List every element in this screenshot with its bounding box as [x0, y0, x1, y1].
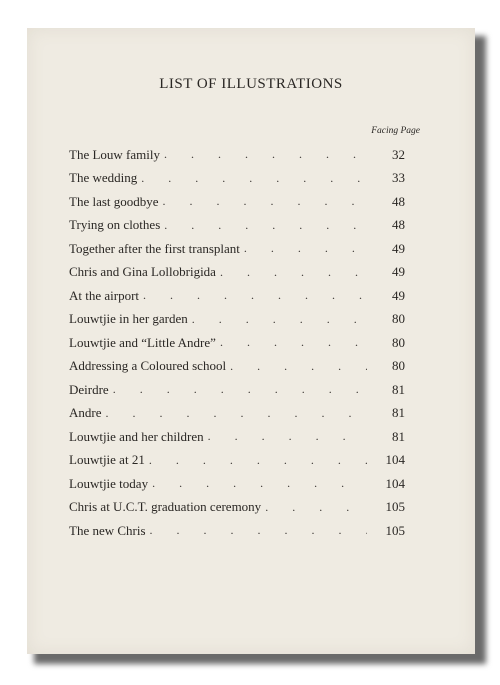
list-item [69, 143, 405, 167]
dot-leader [192, 312, 367, 327]
page-number: 49 [392, 264, 405, 280]
list-item [69, 308, 405, 332]
illustration-title: Addressing a Coloured school [69, 358, 227, 374]
dot-leader [106, 406, 368, 421]
illustration-title: Trying on clothes [69, 217, 161, 233]
page-number: 49 [392, 287, 405, 303]
dot-leader [164, 147, 367, 162]
page-number: 80 [392, 311, 405, 327]
dot-leader [164, 218, 367, 233]
dot-leader [143, 288, 367, 303]
page-number: 80 [392, 358, 405, 374]
illustration-title: Deirdre [69, 381, 109, 397]
illustration-title: Together after the first transplant [69, 240, 240, 256]
list-item [69, 519, 405, 543]
list-item [69, 496, 405, 520]
illustration-title: The last goodbye [69, 193, 159, 209]
list-item [69, 261, 405, 285]
list-item [69, 449, 405, 473]
book-page [27, 28, 475, 654]
page-number: 81 [392, 405, 405, 421]
list-item [69, 472, 405, 496]
dot-leader [220, 335, 367, 350]
list-item [69, 167, 405, 191]
list-item [69, 190, 405, 214]
page-number: 105 [385, 522, 405, 538]
illustration-title: Louwtjie at 21 [69, 452, 145, 468]
dot-leader [149, 453, 367, 468]
page-number: 48 [392, 217, 405, 233]
list-item [69, 284, 405, 308]
facing-page-header: Facing Page [371, 126, 420, 136]
illustration-title: Louwtjie in her garden [69, 311, 188, 327]
dot-leader [141, 171, 367, 186]
page-number: 33 [392, 170, 405, 186]
illustration-title: The wedding [69, 170, 138, 186]
page-title: LIST OF ILLUSTRATIONS [159, 76, 343, 92]
page-number: 104 [385, 475, 405, 491]
list-item [69, 355, 405, 379]
illustration-title: The new Chris [69, 522, 146, 538]
illustration-title: Louwtjie today [69, 475, 149, 491]
dot-leader [208, 429, 367, 444]
illustration-title: Chris at U.C.T. graduation ceremony [69, 499, 262, 515]
dot-leader [152, 476, 367, 491]
page-number: 104 [385, 452, 405, 468]
page-number: 48 [392, 193, 405, 209]
dot-leader [220, 265, 367, 280]
illustrations-list [69, 143, 405, 543]
page-number: 105 [385, 499, 405, 515]
list-item [69, 237, 405, 261]
illustration-title: Chris and Gina Lollobrigida [69, 264, 216, 280]
dot-leader [265, 500, 367, 515]
page-number: 32 [392, 146, 405, 162]
page-number: 81 [392, 428, 405, 444]
list-item [69, 378, 405, 402]
dot-leader [150, 523, 367, 538]
page-number: 80 [392, 334, 405, 350]
illustration-title: Louwtjie and her children [69, 428, 204, 444]
list-item [69, 214, 405, 238]
list-item [69, 331, 405, 355]
list-item [69, 425, 405, 449]
dot-leader [230, 359, 367, 374]
list-item [69, 402, 405, 426]
illustration-title: Louwtjie and “Little Andre” [69, 334, 216, 350]
dot-leader [244, 241, 367, 256]
page-number: 49 [392, 240, 405, 256]
illustration-title: At the airport [69, 287, 140, 303]
illustration-title: The Louw family [69, 146, 160, 162]
dot-leader [113, 382, 367, 397]
illustration-title: Andre [69, 405, 102, 421]
dot-leader [163, 194, 367, 209]
page-number: 81 [392, 381, 405, 397]
